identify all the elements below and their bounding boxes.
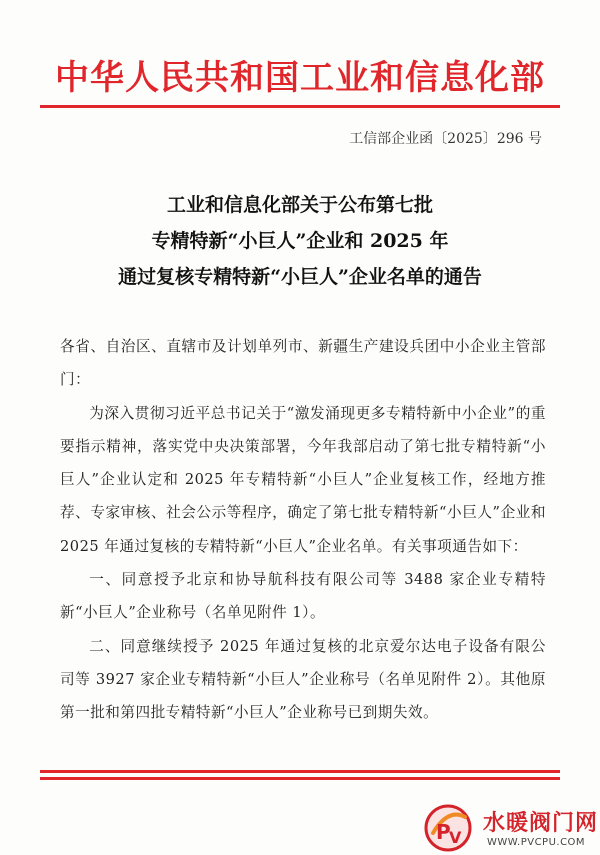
paragraph-item-2: 二、同意继续授予 2025 年通过复核的北京爱尔达电子设备有限公司等 3927 家企业专精特新“小巨人”企业称号（名单见附件 2）。其他原第一批和第四批专精特新“小巨人”企业称号已到期失效。	[60, 637, 546, 722]
watermark-site-url: WWW.PVCPU.COM	[487, 837, 586, 848]
svg-text:V: V	[449, 828, 462, 847]
pv-logo-icon	[423, 803, 473, 853]
footer-red-divider-1	[40, 770, 560, 773]
notice-title-line-2: 专精特新“小巨人”企业和 2025 年	[151, 230, 449, 252]
paragraph-intro: 为深入贯彻习近平总书记关于“激发涌现更多专精特新中小企业”的重要指示精神，落实党中央决策部署，今年我部启动了第七批专精特新“小巨人”企业认定和 2025 年专精特新“小巨人”企业复核工作，经地方推荐、专家审核、社会公示等程序，确定了第七批专精特新“小巨人”企业和 2025 年通过复核的专精特新“小巨人”企业名单。有关事项通告如下：	[60, 404, 546, 555]
site-watermark	[423, 803, 600, 855]
notice-title-line-1: 工业和信息化部关于公布第七批	[166, 194, 433, 216]
paragraph-item-1: 一、同意授予北京和协导航科技有限公司等 3488 家企业专精特新“小巨人”企业称号（名单见附件 1）。	[60, 571, 546, 622]
svg-text:P: P	[436, 820, 451, 844]
notice-body	[60, 330, 546, 730]
footer-red-divider-2	[40, 777, 560, 780]
watermark-site-name: 水暖阀门网	[483, 811, 599, 836]
document-number: 工信部企业函〔2025〕296 号	[349, 131, 542, 147]
notice-title-line-3: 通过复核专精特新“小巨人”企业名单的通告	[118, 266, 482, 288]
masthead-red-divider	[40, 105, 560, 108]
masthead-title: 中华人民共和国工业和信息化部	[55, 58, 545, 98]
salutation: 各省、自治区、直辖市及计划单列市、新疆生产建设兵团中小企业主管部门：	[60, 338, 546, 389]
